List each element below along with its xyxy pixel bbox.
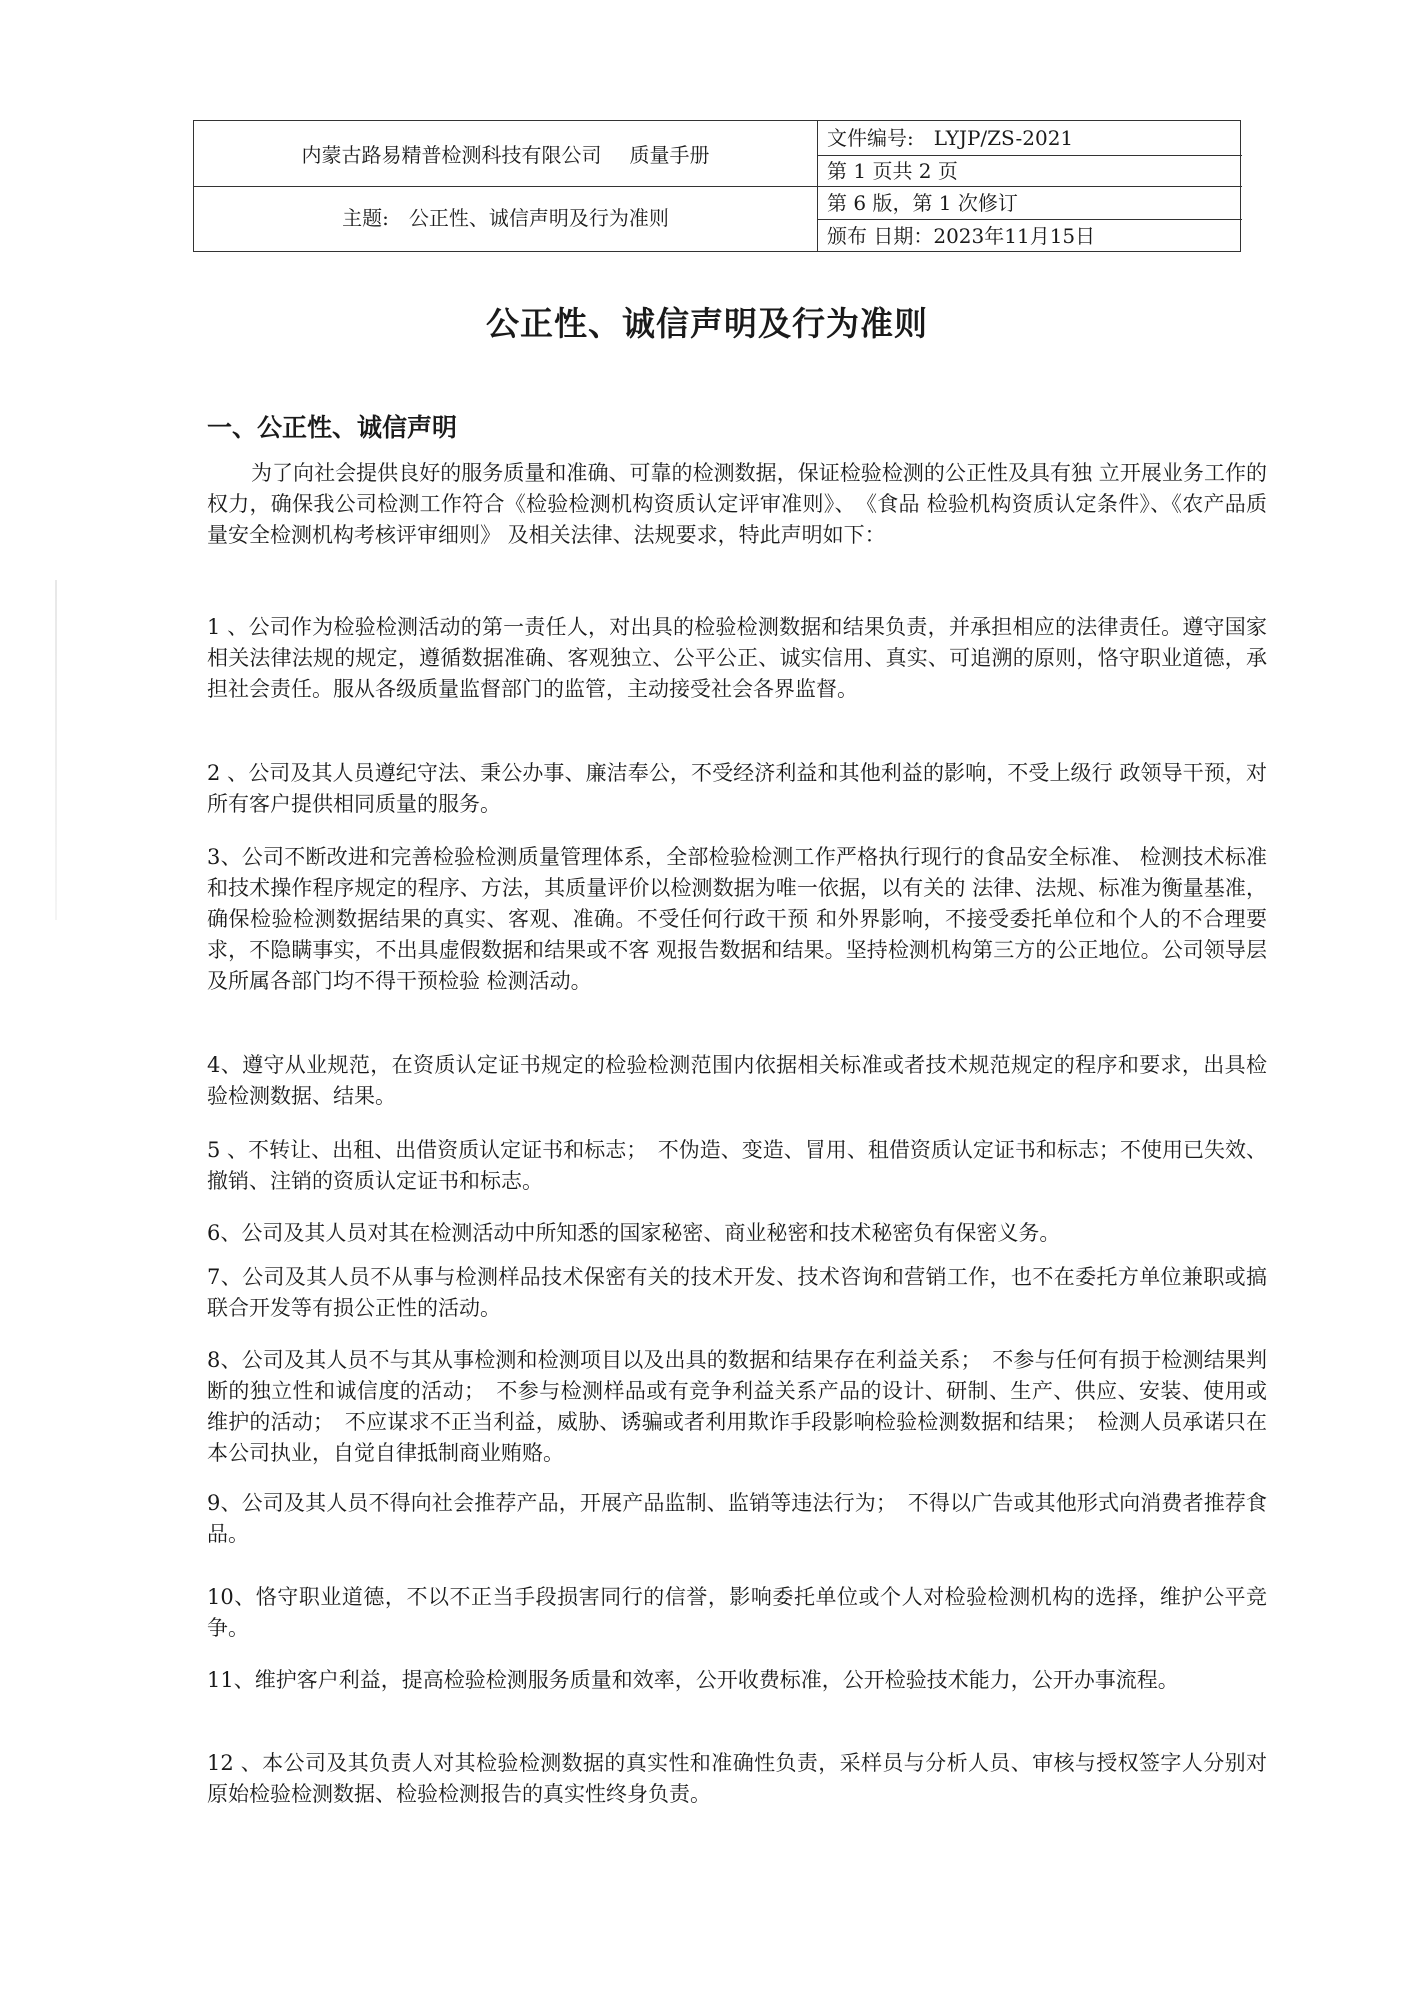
header-file-no: 文件编号: LYJP/ZS-2021 (827, 126, 1074, 150)
clause-6: 6、公司及其人员对其在检测活动中所知悉的国家秘密、商业秘密和技术秘密负有保密义务。 (207, 1221, 1061, 1245)
clause-10: 10、恪守职业道德，不以不正当手段损害同行的信誉，影响委托单位或个人对检验检测机构的选择，维护公平竞争。 (207, 1585, 1267, 1640)
clause-7: 7、公司及其人员不从事与检测样品技术保密有关的技术开发、技术咨询和营销工作，也不在委托方单位兼职或搞联合开发等有损公正性的活动。 (207, 1265, 1267, 1320)
clause-5: 5 、不转让、出租、出借资质认定证书和标志； 不伪造、变造、冒用、租借资质认定证书和标志；不使用已失效、撤销、注销的资质认定证书和标志。 (207, 1138, 1267, 1193)
document-title: 公正性、诚信声明及行为准则 (486, 304, 928, 343)
header-divider-right-2 (817, 186, 1242, 187)
scan-edge-mark (55, 580, 57, 920)
clause-1: 1 、公司作为检验检测活动的第一责任人，对出具的检验检测数据和结果负责，并承担相应的法律责任。遵守国家相关法律法规的规定，遵循数据准确、客观独立、公平公正、诚实信用、真实、可追溯的原则，恪守职业道德，承担社会责任。服从各级质量监督部门的监管，主动接受社会各界监督。 (207, 615, 1267, 701)
header-subject-label: 主题: (342, 206, 389, 230)
intro-paragraph: 为了向社会提供良好的服务质量和准确、可靠的检测数据，保证检验检测的公正性及具有独 立开展业务工作的权力，确保我公司检测工作符合《检验检测机构资质认定评审准则》、 《食品 检验机构资质认定条件》、《农产品质量安全检测机构考核评审细则》 及相关法律、法规要求，特此声明如下： (207, 461, 1267, 547)
header-subject-cell (194, 208, 817, 228)
header-table (193, 120, 1241, 252)
header-subject: 公正性、诚信声明及行为准则 (408, 206, 669, 230)
clause-9: 9、公司及其人员不得向社会推荐产品，开展产品监制、监销等违法行为； 不得以广告或其他形式向消费者推荐食品。 (207, 1491, 1267, 1546)
clause-12: 12 、本公司及其负责人对其检验检测数据的真实性和准确性负责，采样员与分析人员、审核与授权签字人分别对原始检验检测数据、检验检测报告的真实性终身负责。 (207, 1751, 1267, 1806)
header-issue-date: 颁布 日期：2023年11月15日 (827, 224, 1096, 248)
header-company-cell (194, 145, 817, 165)
header-manual: 质量手册 (629, 143, 710, 167)
header-version: 第 6 版，第 1 次修订 (827, 191, 1018, 215)
header-company: 内蒙古路易精普检测科技有限公司 (301, 143, 602, 167)
header-divider-left (194, 186, 817, 187)
header-page-info: 第 1 页共 2 页 (827, 159, 958, 183)
section-heading: 一、公正性、诚信声明 (207, 413, 458, 442)
header-divider-right-1 (817, 155, 1242, 156)
clause-8: 8、公司及其人员不与其从事检测和检测项目以及出具的数据和结果存在利益关系； 不参与任何有损于检测结果判断的独立性和诚信度的活动； 不参与检测样品或有竞争利益关系产品的设计、研制、生产、供应、安装、使用或维护的活动； 不应谋求不正当利益，威胁、诱骗或者利用欺诈手段影响检验检测数据和结果； 检测人员承诺只在本公司执业，自觉自律抵制商业贿赂。 (207, 1348, 1267, 1465)
clause-2: 2 、公司及其人员遵纪守法、秉公办事、廉洁奉公，不受经济利益和其他利益的影响，不受上级行 政领导干预，对所有客户提供相同质量的服务。 (207, 761, 1267, 816)
clause-11: 11、维护客户利益，提高检验检测服务质量和效率，公开收费标准，公开检验技术能力，公开办事流程。 (207, 1668, 1179, 1692)
clause-4: 4、遵守从业规范，在资质认定证书规定的检验检测范围内依据相关标准或者技术规范规定的程序和要求，出具检验检测数据、结果。 (207, 1053, 1267, 1108)
clause-3: 3、公司不断改进和完善检验检测质量管理体系，全部检验检测工作严格执行现行的食品安全标准、 检测技术标准和技术操作程序规定的程序、方法，其质量评价以检测数据为唯一依据，以有关的 法律、法规、标准为衡量基准，确保检验检测数据结果的真实、客观、准确。不受任何行政干预 和外界影响，不接受委托单位和个人的不合理要求，不隐瞒事实，不出具虚假数据和结果或不客 观报告数据和结果。坚持检测机构第三方的公正地位。公司领导层及所属各部门均不得干预检验 检测活动。 (207, 845, 1267, 993)
header-divider-right-3 (817, 219, 1242, 220)
